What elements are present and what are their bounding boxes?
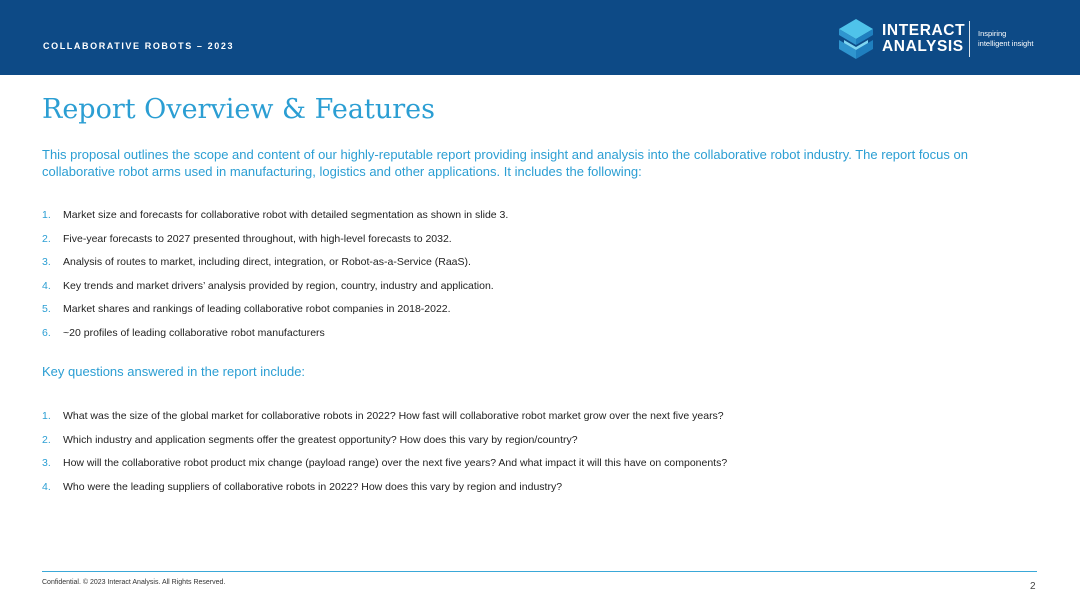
interact-analysis-logo-icon [838, 18, 874, 60]
list-item-number: 6. [42, 326, 51, 339]
list-item-text: Analysis of routes to market, including direct, integration, or Robot-as-a-Service (RaaS). [63, 256, 471, 268]
footer-copyright: Confidential. © 2023 Interact Analysis. All Rights Reserved. [42, 579, 226, 586]
brand-line-2: ANALYSIS [882, 38, 964, 55]
list-item-text: Five-year forecasts to 2027 presented throughout, with high-level forecasts to 2032. [63, 232, 452, 245]
list-item-text: Market shares and rankings of leading collaborative robot companies in 2018-2022. [63, 303, 451, 315]
list-item-number: 2. [42, 232, 51, 245]
brand-line-1: INTERACT [882, 22, 966, 39]
list-item-text: Which industry and application segments offer the greatest opportunity? How does this vary by region/country? [63, 433, 578, 446]
brand-tagline [978, 29, 1033, 49]
brand-divider [969, 21, 970, 57]
list-item-number: 2. [42, 433, 51, 446]
list-item-text: Who were the leading suppliers of collaborative robots in 2022? How does this vary by region and industry? [63, 480, 563, 493]
footer-divider [42, 571, 1037, 572]
key-questions-heading: Key questions answered in the report include: [42, 364, 306, 379]
list-item-text: How will the collaborative robot product mix change (payload range) over the next five years? And what impact it will this have on components? [63, 457, 728, 469]
brand-wordmark [882, 23, 965, 55]
header-title: COLLABORATIVE ROBOTS – 2023 [43, 41, 235, 51]
list-item-text: Key trends and market drivers’ analysis provided by region, country, industry and application. [63, 279, 494, 292]
list-item-number: 3. [42, 457, 51, 469]
list-item-number: 4. [42, 480, 51, 493]
list-item-text: ~20 profiles of leading collaborative robot manufacturers [63, 326, 325, 339]
list-item-number: 3. [42, 256, 51, 268]
list-item-number: 4. [42, 279, 51, 292]
intro-paragraph: This proposal outlines the scope and content of our highly-reputable report providing insight and analysis into the collaborative robot industry. The report focus on collaborative robot arms used in manufacturing, logistics and other applications. It includes the following: [42, 147, 968, 179]
header-bar [0, 0, 1080, 75]
page-title: Report Overview & Features [42, 94, 435, 125]
list-item-text: What was the size of the global market for collaborative robots in 2022? How fast will collaborative robot market grow over the next five years? [63, 410, 724, 422]
list-item-text: Market size and forecasts for collaborative robot with detailed segmentation as shown in slide 3. [63, 209, 509, 221]
page-number: 2 [1030, 581, 1036, 592]
tagline-line-1: Inspiring [978, 29, 1007, 38]
list-item-number: 5. [42, 303, 51, 315]
tagline-line-2: intelligent insight [978, 39, 1034, 48]
list-item-number: 1. [42, 410, 51, 422]
list-item-number: 1. [42, 209, 51, 221]
